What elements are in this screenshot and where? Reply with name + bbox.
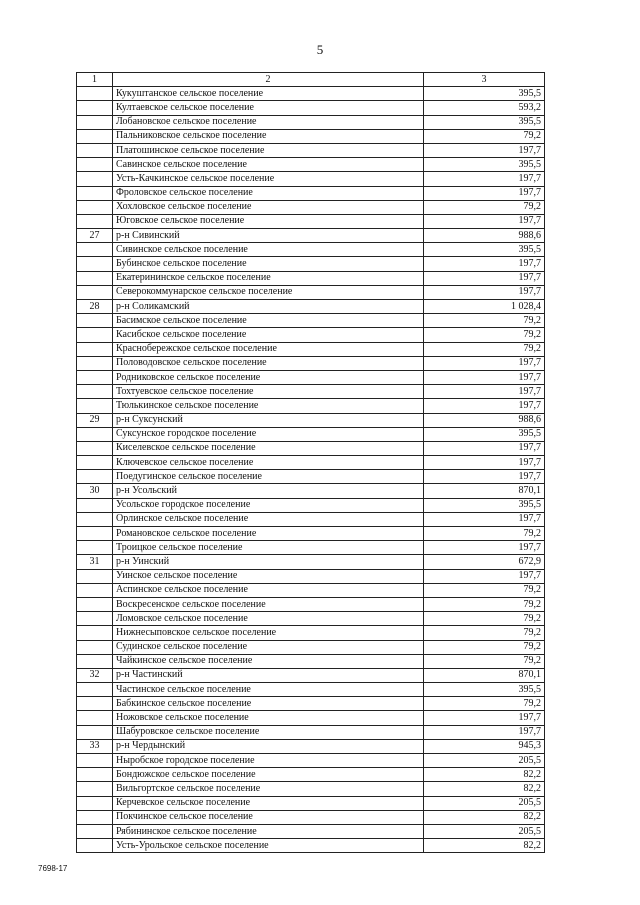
- row-number-cell: [77, 640, 113, 654]
- row-number-cell: 27: [77, 229, 113, 243]
- row-number-cell: [77, 725, 113, 739]
- amount-cell: 197,7: [424, 385, 545, 399]
- table-row: [77, 143, 545, 157]
- amount-cell: 205,5: [424, 796, 545, 810]
- row-number-cell: [77, 129, 113, 143]
- table-row: [77, 583, 545, 597]
- amount-cell: 197,7: [424, 214, 545, 228]
- allocation-table: [76, 72, 545, 853]
- row-number-cell: [77, 512, 113, 526]
- amount-cell: 197,7: [424, 711, 545, 725]
- amount-cell: 197,7: [424, 541, 545, 555]
- municipality-name-cell: Фроловское сельское поселение: [113, 186, 424, 200]
- amount-cell: 197,7: [424, 257, 545, 271]
- municipality-name-cell: Частинское сельское поселение: [113, 683, 424, 697]
- municipality-name-cell: р-н Соликамский: [113, 300, 424, 314]
- amount-cell: 395,5: [424, 158, 545, 172]
- table-row: [77, 399, 545, 413]
- municipality-name-cell: Ломовское сельское поселение: [113, 612, 424, 626]
- amount-cell: 395,5: [424, 427, 545, 441]
- table-row: [77, 498, 545, 512]
- row-number-cell: [77, 143, 113, 157]
- municipality-name-cell: Култаевское сельское поселение: [113, 101, 424, 115]
- row-number-cell: [77, 683, 113, 697]
- amount-cell: 79,2: [424, 697, 545, 711]
- row-number-cell: [77, 754, 113, 768]
- amount-cell: 197,7: [424, 370, 545, 384]
- amount-cell: 205,5: [424, 754, 545, 768]
- municipality-name-cell: Чайкинское сельское поселение: [113, 654, 424, 668]
- row-number-cell: [77, 796, 113, 810]
- municipality-name-cell: Половодовское сельское поселение: [113, 356, 424, 370]
- table-row: [77, 810, 545, 824]
- amount-cell: 79,2: [424, 200, 545, 214]
- amount-cell: 205,5: [424, 824, 545, 838]
- amount-cell: 79,2: [424, 597, 545, 611]
- municipality-name-cell: Северокоммунарское сельское поселение: [113, 285, 424, 299]
- municipality-name-cell: Уинское сельское поселение: [113, 569, 424, 583]
- row-number-cell: [77, 541, 113, 555]
- table-row: [77, 512, 545, 526]
- row-number-cell: [77, 654, 113, 668]
- amount-cell: 79,2: [424, 328, 545, 342]
- table-row: [77, 555, 545, 569]
- row-number-cell: [77, 824, 113, 838]
- amount-cell: 197,7: [424, 143, 545, 157]
- amount-cell: 870,1: [424, 484, 545, 498]
- municipality-name-cell: Касибское сельское поселение: [113, 328, 424, 342]
- municipality-name-cell: Рябининское сельское поселение: [113, 824, 424, 838]
- table-header-row: [77, 73, 545, 87]
- table-row: [77, 243, 545, 257]
- municipality-name-cell: Киселевское сельское поселение: [113, 441, 424, 455]
- table-row: [77, 456, 545, 470]
- row-number-cell: [77, 839, 113, 853]
- municipality-name-cell: Лобановское сельское поселение: [113, 115, 424, 129]
- column-header-3: 3: [424, 73, 545, 87]
- row-number-cell: [77, 399, 113, 413]
- table-row: [77, 768, 545, 782]
- municipality-name-cell: Шабуровское сельское поселение: [113, 725, 424, 739]
- municipality-name-cell: Платошинское сельское поселение: [113, 143, 424, 157]
- row-number-cell: [77, 626, 113, 640]
- amount-cell: 197,7: [424, 186, 545, 200]
- amount-cell: 197,7: [424, 399, 545, 413]
- municipality-name-cell: р-н Частинский: [113, 668, 424, 682]
- table-row: [77, 470, 545, 484]
- table-row: [77, 654, 545, 668]
- table-row: [77, 484, 545, 498]
- table-row: [77, 214, 545, 228]
- table-row: [77, 668, 545, 682]
- municipality-name-cell: р-н Усольский: [113, 484, 424, 498]
- table-row: [77, 129, 545, 143]
- row-number-cell: [77, 697, 113, 711]
- amount-cell: 395,5: [424, 115, 545, 129]
- table-row: [77, 87, 545, 101]
- column-header-2: 2: [113, 73, 424, 87]
- table-row: [77, 314, 545, 328]
- municipality-name-cell: Усть-Качкинское сельское поселение: [113, 172, 424, 186]
- amount-cell: 672,9: [424, 555, 545, 569]
- table-row: [77, 839, 545, 853]
- table-row: [77, 782, 545, 796]
- amount-cell: 197,7: [424, 285, 545, 299]
- municipality-name-cell: Екатерининское сельское поселение: [113, 271, 424, 285]
- table-row: [77, 796, 545, 810]
- amount-cell: 395,5: [424, 87, 545, 101]
- municipality-name-cell: Хохловское сельское поселение: [113, 200, 424, 214]
- row-number-cell: [77, 782, 113, 796]
- municipality-name-cell: Юговское сельское поселение: [113, 214, 424, 228]
- municipality-name-cell: Вильгортское сельское поселение: [113, 782, 424, 796]
- municipality-name-cell: Орлинское сельское поселение: [113, 512, 424, 526]
- municipality-name-cell: Ныробское городское поселение: [113, 754, 424, 768]
- municipality-name-cell: Поедугинское сельское поселение: [113, 470, 424, 484]
- amount-cell: 82,2: [424, 810, 545, 824]
- amount-cell: 395,5: [424, 683, 545, 697]
- row-number-cell: [77, 583, 113, 597]
- table-row: [77, 300, 545, 314]
- amount-cell: 79,2: [424, 640, 545, 654]
- table-row: [77, 612, 545, 626]
- column-header-1: 1: [77, 73, 113, 87]
- municipality-name-cell: Бабкинское сельское поселение: [113, 697, 424, 711]
- amount-cell: 197,7: [424, 271, 545, 285]
- row-number-cell: [77, 172, 113, 186]
- row-number-cell: 33: [77, 739, 113, 753]
- table-row: [77, 271, 545, 285]
- document-code: 7698-17: [38, 864, 68, 873]
- row-number-cell: [77, 498, 113, 512]
- table-row: [77, 739, 545, 753]
- amount-cell: 79,2: [424, 626, 545, 640]
- row-number-cell: [77, 87, 113, 101]
- table-row: [77, 626, 545, 640]
- row-number-cell: [77, 271, 113, 285]
- row-number-cell: 28: [77, 300, 113, 314]
- row-number-cell: [77, 115, 113, 129]
- row-number-cell: [77, 597, 113, 611]
- row-number-cell: [77, 810, 113, 824]
- amount-cell: 870,1: [424, 668, 545, 682]
- table-row: [77, 342, 545, 356]
- municipality-name-cell: Кукуштанское сельское поселение: [113, 87, 424, 101]
- municipality-name-cell: Тюлькинское сельское поселение: [113, 399, 424, 413]
- table-row: [77, 200, 545, 214]
- municipality-name-cell: Бубинское сельское поселение: [113, 257, 424, 271]
- table-row: [77, 257, 545, 271]
- municipality-name-cell: Бондюжское сельское поселение: [113, 768, 424, 782]
- municipality-name-cell: Савинское сельское поселение: [113, 158, 424, 172]
- table-row: [77, 711, 545, 725]
- row-number-cell: [77, 569, 113, 583]
- row-number-cell: 30: [77, 484, 113, 498]
- amount-cell: 988,6: [424, 413, 545, 427]
- amount-cell: 82,2: [424, 768, 545, 782]
- municipality-name-cell: р-н Суксунский: [113, 413, 424, 427]
- amount-cell: 79,2: [424, 527, 545, 541]
- row-number-cell: [77, 101, 113, 115]
- table-row: [77, 115, 545, 129]
- row-number-cell: [77, 186, 113, 200]
- row-number-cell: [77, 370, 113, 384]
- table-row: [77, 356, 545, 370]
- municipality-name-cell: р-н Уинский: [113, 555, 424, 569]
- row-number-cell: [77, 200, 113, 214]
- amount-cell: 79,2: [424, 129, 545, 143]
- row-number-cell: [77, 285, 113, 299]
- municipality-name-cell: р-н Чердынский: [113, 739, 424, 753]
- table-row: [77, 285, 545, 299]
- amount-cell: 988,6: [424, 229, 545, 243]
- table-row: [77, 541, 545, 555]
- amount-cell: 593,2: [424, 101, 545, 115]
- table-row: [77, 370, 545, 384]
- page-number: 5: [316, 42, 324, 57]
- row-number-cell: [77, 470, 113, 484]
- table-row: [77, 640, 545, 654]
- amount-cell: 79,2: [424, 612, 545, 626]
- amount-cell: 197,7: [424, 441, 545, 455]
- amount-cell: 197,7: [424, 172, 545, 186]
- table-row: [77, 697, 545, 711]
- amount-cell: 1 028,4: [424, 300, 545, 314]
- table-row: [77, 328, 545, 342]
- row-number-cell: 31: [77, 555, 113, 569]
- municipality-name-cell: Воскресенское сельское поселение: [113, 597, 424, 611]
- row-number-cell: [77, 527, 113, 541]
- row-number-cell: [77, 385, 113, 399]
- amount-cell: 79,2: [424, 583, 545, 597]
- table-row: [77, 158, 545, 172]
- amount-cell: 82,2: [424, 839, 545, 853]
- row-number-cell: [77, 257, 113, 271]
- amount-cell: 79,2: [424, 654, 545, 668]
- row-number-cell: 29: [77, 413, 113, 427]
- table-row: [77, 427, 545, 441]
- row-number-cell: [77, 158, 113, 172]
- amount-cell: 79,2: [424, 314, 545, 328]
- table-row: [77, 385, 545, 399]
- municipality-name-cell: р-н Сивинский: [113, 229, 424, 243]
- municipality-name-cell: Нижнесыповское сельское поселение: [113, 626, 424, 640]
- table-row: [77, 683, 545, 697]
- table-row: [77, 172, 545, 186]
- municipality-name-cell: Краснобережское сельское поселение: [113, 342, 424, 356]
- table-row: [77, 101, 545, 115]
- municipality-name-cell: Тохтуевское сельское поселение: [113, 385, 424, 399]
- row-number-cell: 32: [77, 668, 113, 682]
- amount-cell: 82,2: [424, 782, 545, 796]
- row-number-cell: [77, 612, 113, 626]
- row-number-cell: [77, 328, 113, 342]
- table-row: [77, 441, 545, 455]
- amount-cell: 945,3: [424, 739, 545, 753]
- row-number-cell: [77, 214, 113, 228]
- table-row: [77, 824, 545, 838]
- municipality-name-cell: Романовское сельское поселение: [113, 527, 424, 541]
- amount-cell: 197,7: [424, 470, 545, 484]
- row-number-cell: [77, 314, 113, 328]
- table-row: [77, 413, 545, 427]
- municipality-name-cell: Троицкое сельское поселение: [113, 541, 424, 555]
- municipality-name-cell: Усольское городское поселение: [113, 498, 424, 512]
- table-row: [77, 527, 545, 541]
- municipality-name-cell: Суксунское городское поселение: [113, 427, 424, 441]
- municipality-name-cell: Покчинское сельское поселение: [113, 810, 424, 824]
- amount-cell: 197,7: [424, 456, 545, 470]
- table-row: [77, 229, 545, 243]
- municipality-name-cell: Родниковское сельское поселение: [113, 370, 424, 384]
- municipality-name-cell: Ножовское сельское поселение: [113, 711, 424, 725]
- row-number-cell: [77, 456, 113, 470]
- amount-cell: 197,7: [424, 356, 545, 370]
- row-number-cell: [77, 342, 113, 356]
- table-row: [77, 597, 545, 611]
- municipality-name-cell: Басимское сельское поселение: [113, 314, 424, 328]
- amount-cell: 79,2: [424, 342, 545, 356]
- row-number-cell: [77, 356, 113, 370]
- municipality-name-cell: Аспинское сельское поселение: [113, 583, 424, 597]
- municipality-name-cell: Судинское сельское поселение: [113, 640, 424, 654]
- amount-cell: 197,7: [424, 569, 545, 583]
- municipality-name-cell: Керчевское сельское поселение: [113, 796, 424, 810]
- row-number-cell: [77, 243, 113, 257]
- table-row: [77, 754, 545, 768]
- table-row: [77, 569, 545, 583]
- row-number-cell: [77, 711, 113, 725]
- municipality-name-cell: Сивинское сельское поселение: [113, 243, 424, 257]
- amount-cell: 197,7: [424, 725, 545, 739]
- row-number-cell: [77, 427, 113, 441]
- municipality-name-cell: Пальниковское сельское поселение: [113, 129, 424, 143]
- amount-cell: 395,5: [424, 243, 545, 257]
- municipality-name-cell: Усть-Урольское сельское поселение: [113, 839, 424, 853]
- amount-cell: 197,7: [424, 512, 545, 526]
- amount-cell: 395,5: [424, 498, 545, 512]
- municipality-name-cell: Ключевское сельское поселение: [113, 456, 424, 470]
- table-row: [77, 186, 545, 200]
- row-number-cell: [77, 441, 113, 455]
- row-number-cell: [77, 768, 113, 782]
- table-row: [77, 725, 545, 739]
